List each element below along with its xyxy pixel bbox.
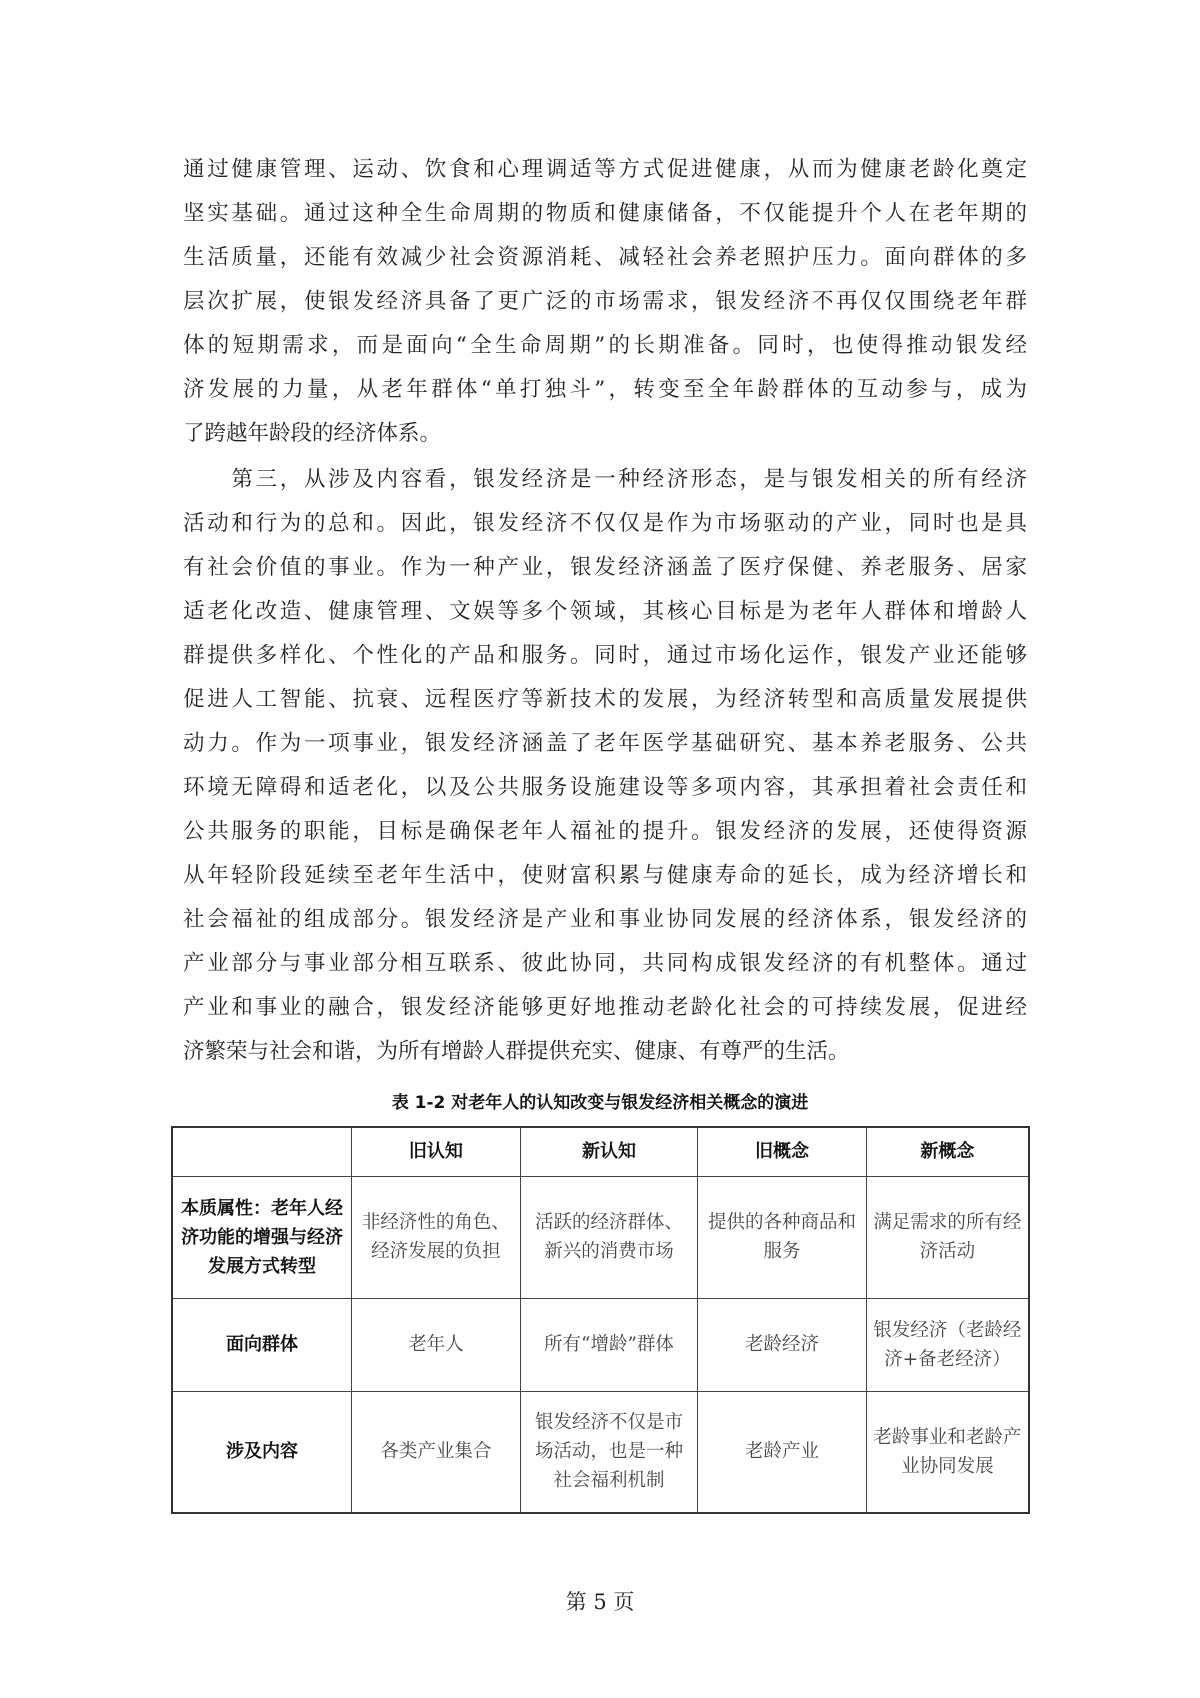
text-line: 济繁荣与社会和谐，为所有增龄人群提供充实、健康、有尊严的生活。 (183, 1039, 850, 1064)
header-cell: 新概念 (866, 1127, 1029, 1176)
text-line: 坚实基础。通过这种全生命周期的物质和健康储备，不仅能提升个人在老年期的 (183, 201, 1027, 226)
concept-evolution-table (171, 1126, 1030, 1514)
row-header-cell: 涉及内容 (172, 1391, 352, 1513)
text-line: 第三，从涉及内容看，银发经济是一种经济形态，是与银发相关的所有经济 (183, 467, 1027, 492)
table-cell: 银发经济不仅是市场活动，也是一种社会福利机制 (520, 1391, 698, 1513)
table-cell: 银发经济（老龄经济+备老经济） (866, 1298, 1029, 1391)
row-header-cell: 本质属性：老年人经济功能的增强与经济发展方式转型 (172, 1176, 352, 1298)
table-cell: 提供的各种商品和服务 (698, 1176, 867, 1298)
text-line: 体的短期需求，而是面向“全生命周期”的长期准备。同时，也使得推动银发经 (183, 333, 1027, 358)
text-line: 济发展的力量，从老年群体“单打独斗”，转变至全年龄群体的互动参与，成为 (183, 377, 1027, 402)
table-cell: 老龄产业 (698, 1391, 867, 1513)
table-cell: 老龄经济 (698, 1298, 867, 1391)
table-cell: 各类产业集合 (352, 1391, 521, 1513)
text-line: 公共服务的职能，目标是确保老年人福祉的提升。银发经济的发展，还使得资源 (183, 819, 1027, 844)
text-line: 促进人工智能、抗衰、远程医疗等新技术的发展，为经济转型和高质量发展提供 (183, 687, 1027, 712)
table-row (172, 1298, 1029, 1391)
header-cell: 旧概念 (698, 1127, 867, 1176)
text-line: 适老化改造、健康管理、文娱等多个领域，其核心目标是为老年人群体和增龄人 (183, 599, 1027, 624)
table-cell: 满足需求的所有经济活动 (866, 1176, 1029, 1298)
table-cell: 所有“增龄”群体 (520, 1298, 698, 1391)
table-cell: 活跃的经济群体、新兴的消费市场 (520, 1176, 698, 1298)
row-header-cell: 面向群体 (172, 1298, 352, 1391)
text-line: 生活质量，还能有效减少社会资源消耗、减轻社会养老照护压力。面向群体的多 (183, 245, 1027, 270)
header-cell: 旧认知 (352, 1127, 521, 1176)
text-line: 产业和事业的融合，银发经济能够更好地推动老龄化社会的可持续发展，促进经 (183, 995, 1027, 1020)
text-line: 群提供多样化、个性化的产品和服务。同时，通过市场化运作，银发产业还能够 (183, 643, 1027, 668)
text-line: 社会福祉的组成部分。银发经济是产业和事业协同发展的经济体系，银发经济的 (183, 907, 1027, 932)
header-cell (172, 1127, 352, 1176)
table-cell: 老龄事业和老龄产业协同发展 (866, 1391, 1029, 1513)
text-line: 有社会价值的事业。作为一种产业，银发经济涵盖了医疗保健、养老服务、居家 (183, 555, 1027, 580)
text-line: 环境无障碍和适老化，以及公共服务设施建设等多项内容，其承担着社会责任和 (183, 775, 1027, 800)
table-row (172, 1391, 1029, 1513)
text-line: 活动和行为的总和。因此，银发经济不仅仅是作为市场驱动的产业，同时也是具 (183, 511, 1027, 536)
table-row (172, 1176, 1029, 1298)
text-line: 了跨越年龄段的经济体系。 (183, 421, 442, 446)
table-caption: 表 1-2 对老年人的认知改变与银发经济相关概念的演进 (391, 1093, 809, 1113)
table-cell: 老年人 (352, 1298, 521, 1391)
text-line: 层次扩展，使银发经济具备了更广泛的市场需求，银发经济不再仅仅围绕老年群 (183, 289, 1027, 314)
header-cell: 新认知 (520, 1127, 698, 1176)
paragraph-1 (183, 148, 1027, 456)
page-number: 第 5 页 (565, 1590, 635, 1614)
text-line: 通过健康管理、运动、饮食和心理调适等方式促进健康，从而为健康老龄化奠定 (183, 157, 1027, 182)
text-line: 产业部分与事业部分相互联系、彼此协同，共同构成银发经济的有机整体。通过 (183, 951, 1027, 976)
text-line: 动力。作为一项事业，银发经济涵盖了老年医学基础研究、基本养老服务、公共 (183, 731, 1027, 756)
table-header-row (172, 1127, 1029, 1176)
table-cell: 非经济性的角色、经济发展的负担 (352, 1176, 521, 1298)
text-line: 从年轻阶段延续至老年生活中，使财富积累与健康寿命的延长，成为经济增长和 (183, 863, 1027, 888)
paragraph-2 (183, 458, 1027, 1074)
